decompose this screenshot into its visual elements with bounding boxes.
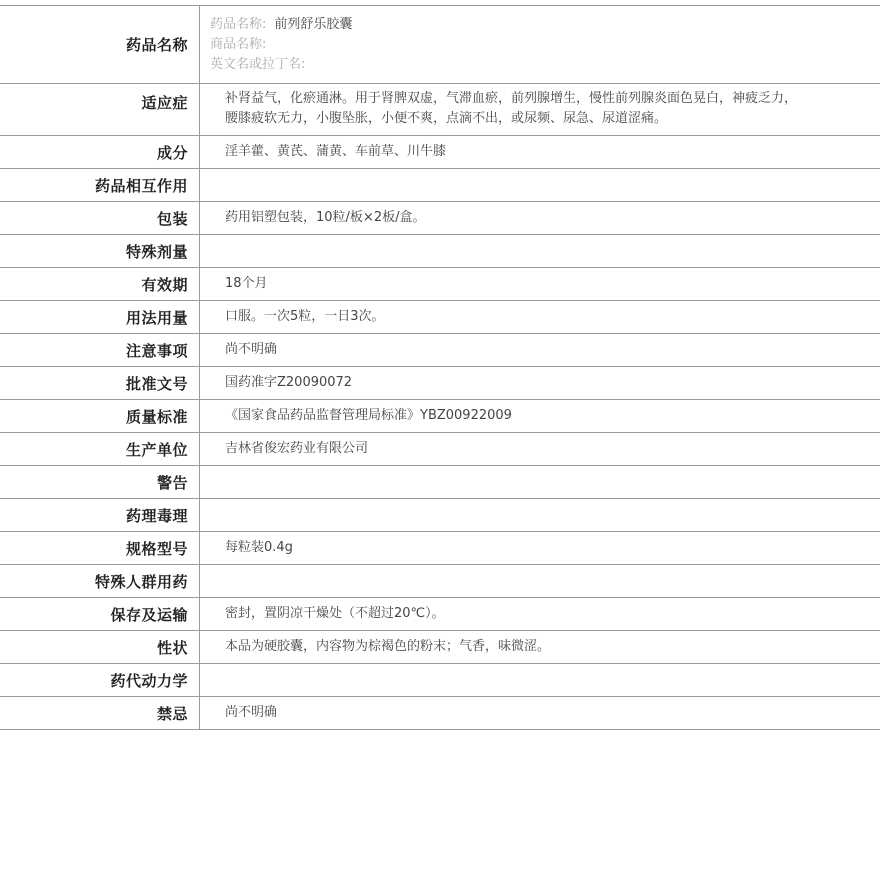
generic-name-value: 前列舒乐胶囊: [274, 17, 353, 32]
row-label: 特殊人群用药: [0, 565, 200, 597]
row-contraindications: [0, 697, 880, 730]
row-interactions: [0, 169, 880, 202]
row-value: 淫羊藿、黄芪、蒲黄、车前草、川牛膝: [225, 144, 447, 159]
row-special-populations: [0, 565, 880, 598]
row-storage: [0, 598, 880, 631]
trade-name-key: 商品名称:: [210, 37, 267, 52]
row-value: [200, 499, 880, 531]
row-label: 药理毒理: [0, 499, 200, 531]
row-value: 《国家食品药品监督管理局标准》YBZ00922009: [225, 408, 512, 423]
generic-name-line: [210, 15, 800, 35]
row-value: [200, 169, 880, 201]
row-value: 补肾益气，化瘀通淋。用于肾脾双虚，气滞血瘀，前列腺增生，慢性前列腺炎面色晃白，神疲乏力，腰膝疲软无力，小腹坠胀，小便不爽，点滴不出，或尿频、尿急、尿道涩痛。: [225, 91, 798, 126]
row-value: 吉林省俊宏药业有限公司: [225, 441, 369, 456]
row-label: 有效期: [0, 268, 200, 300]
row-label: 注意事项: [0, 334, 200, 366]
row-label: 适应症: [0, 84, 200, 135]
row-warning: [0, 466, 880, 499]
row-value: 尚不明确: [225, 705, 278, 720]
row-label: 特殊剂量: [0, 235, 200, 267]
row-value: 每粒装0.4g: [225, 540, 293, 555]
row-special-dosage: [0, 235, 880, 268]
trade-name-line: [210, 35, 800, 55]
row-ingredients: [0, 136, 880, 169]
row-value: 药用铝塑包装，10粒/板×2板/盒。: [225, 210, 426, 225]
row-value: 18个月: [225, 276, 268, 291]
row-value: [200, 235, 880, 267]
row-label: 包装: [0, 202, 200, 234]
row-label: 质量标准: [0, 400, 200, 432]
row-indications: [0, 84, 880, 136]
generic-name-key: 药品名称:: [210, 17, 267, 32]
row-label: 用法用量: [0, 301, 200, 333]
row-label: 警告: [0, 466, 200, 498]
row-pharmacology: [0, 499, 880, 532]
row-value: 国药准字Z20090072: [225, 375, 353, 390]
row-value: [200, 565, 880, 597]
row-shelf-life: [0, 268, 880, 301]
row-manufacturer: [0, 433, 880, 466]
row-label: 生产单位: [0, 433, 200, 465]
row-quality-standard: [0, 400, 880, 433]
row-description: [0, 631, 880, 664]
row-value: 本品为硬胶囊，内容物为棕褐色的粉末；气香，味微涩。: [225, 639, 551, 654]
row-specification: [0, 532, 880, 565]
row-label: 规格型号: [0, 532, 200, 564]
row-approval-number: [0, 367, 880, 400]
row-value: [200, 466, 880, 498]
drug-info-table: [0, 5, 880, 730]
row-dosage: [0, 301, 880, 334]
row-value: 密封，置阴凉干燥处（不超过20℃）。: [225, 606, 445, 621]
row-value: 尚不明确: [225, 342, 278, 357]
row-label: 批准文号: [0, 367, 200, 399]
row-value: 口服。一次5粒，一日3次。: [225, 309, 385, 324]
row-precautions: [0, 334, 880, 367]
latin-name-key: 英文名或拉丁名:: [210, 57, 306, 72]
row-label: 药品名称: [0, 6, 200, 83]
row-pharmacokinetics: [0, 664, 880, 697]
row-label: 成分: [0, 136, 200, 168]
row-label: 药代动力学: [0, 664, 200, 696]
row-label: 性状: [0, 631, 200, 663]
row-label: 保存及运输: [0, 598, 200, 630]
row-value: [200, 664, 880, 696]
name-block: [200, 6, 880, 83]
row-packaging: [0, 202, 880, 235]
row-drug-name: [0, 6, 880, 84]
row-label: 药品相互作用: [0, 169, 200, 201]
latin-name-line: [210, 55, 800, 75]
row-label: 禁忌: [0, 697, 200, 729]
